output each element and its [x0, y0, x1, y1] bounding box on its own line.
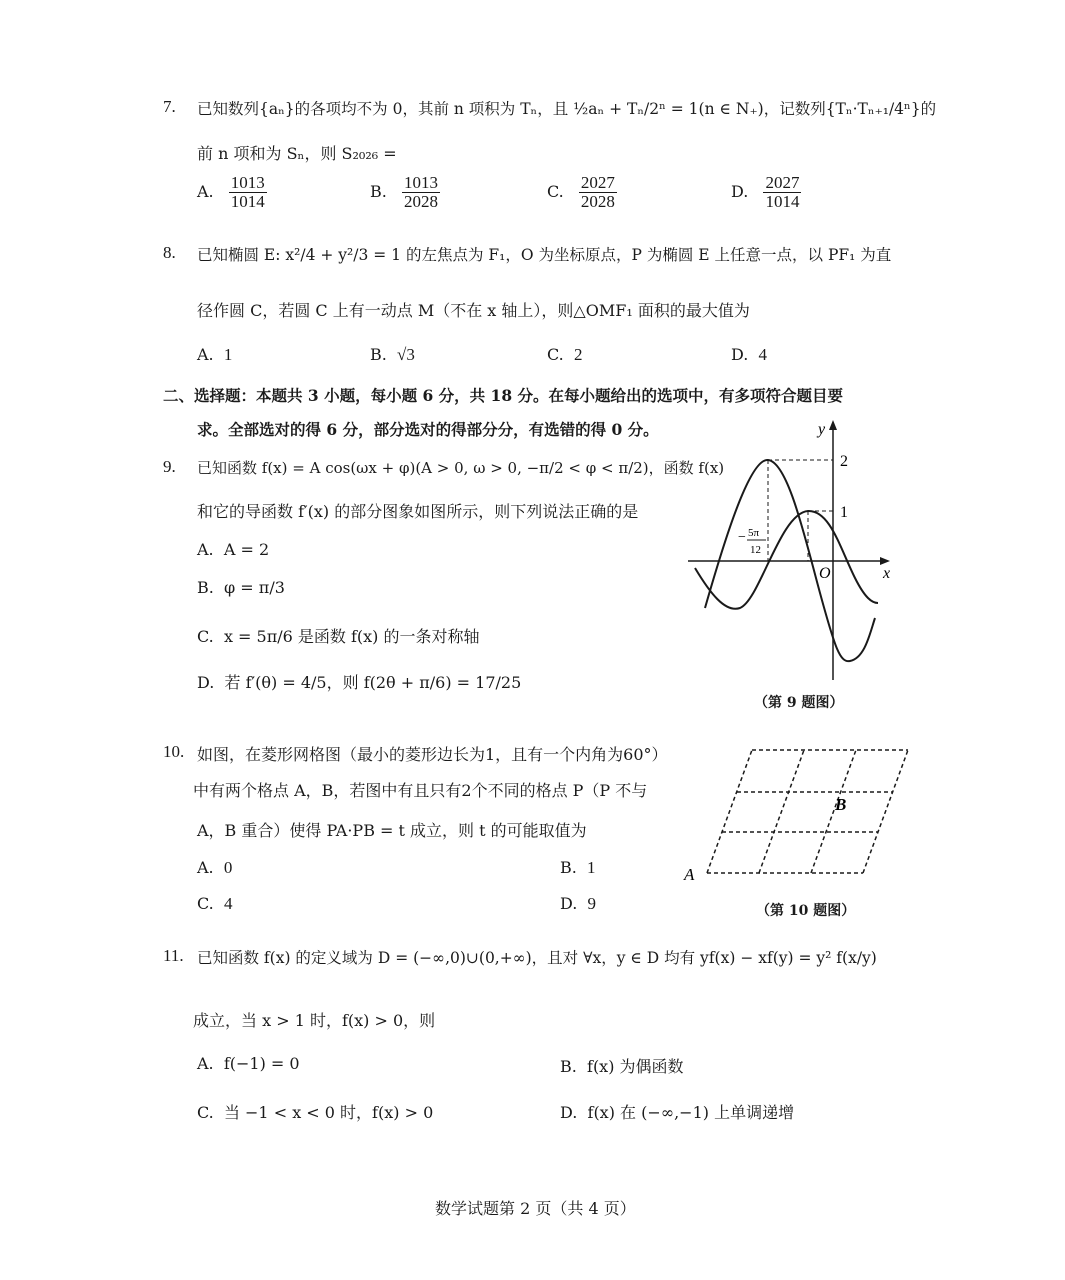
option-text: φ = π/3 — [224, 578, 285, 597]
tick-2: 2 — [840, 453, 848, 470]
q7-stem-line2: 前 n 项和为 Sₙ，则 S₂₀₂₆ = — [197, 144, 397, 163]
option-label: C. — [197, 1103, 214, 1122]
grid-line — [759, 750, 804, 873]
q10-stem-line2: 中有两个格点 A，B，若图中有且只有2个不同的格点 P（P 不与 — [193, 781, 648, 800]
option-label: A. — [197, 345, 214, 364]
option-label: A. — [197, 181, 214, 201]
option-label: A. — [197, 1054, 214, 1073]
tick-x-num: 5π — [748, 527, 760, 539]
option-value: 4 — [758, 345, 768, 364]
x-axis-arrow-icon — [880, 557, 890, 565]
grid-line — [811, 750, 856, 873]
q11-option-c[interactable] — [197, 1100, 433, 1123]
option-value: √3 — [397, 345, 415, 364]
option-label: C. — [197, 627, 214, 646]
option-label: D. — [731, 345, 749, 364]
option-label: D. — [731, 181, 749, 201]
q8-number: 8. — [163, 243, 176, 262]
option-label: D. — [560, 894, 578, 913]
q8-option-d[interactable] — [731, 345, 767, 365]
q9-figure — [680, 418, 900, 688]
q11-option-a[interactable] — [197, 1054, 300, 1073]
option-value: 0 — [223, 858, 233, 877]
option-text: f(−1) = 0 — [223, 1054, 300, 1073]
q10-option-a[interactable] — [197, 858, 232, 878]
y-label: y — [818, 421, 826, 438]
section2-line2: 求。全部选对的得 6 分，部分选对的得部分分，有选错的得 0 分。 — [197, 420, 659, 439]
frac-den: 2028 — [580, 191, 615, 211]
q10-caption: （第 10 题图） — [756, 903, 856, 919]
option-value: 2 — [573, 345, 583, 364]
q10-option-d[interactable] — [560, 894, 596, 914]
tick-x-sign: − — [738, 530, 746, 545]
page-footer: 数学试题第 2 页（共 4 页） — [435, 1199, 636, 1218]
option-label: C. — [547, 181, 564, 201]
option-text: x = 5π/6 是函数 f(x) 的一条对称轴 — [223, 627, 480, 646]
option-value: 4 — [223, 894, 233, 913]
q9-number: 9. — [163, 457, 176, 476]
option-label: A. — [197, 540, 214, 559]
point-a-label: A — [684, 865, 695, 884]
tick-x-den: 12 — [750, 544, 761, 556]
option-label: B. — [370, 345, 387, 364]
q9-option-d[interactable] — [197, 670, 521, 693]
q8-stem-line1: 已知椭圆 E: x²/4 + y²/3 = 1 的左焦点为 F₁，O 为坐标原点，P 为椭圆 E 上任意一点，以 PF₁ 为直 — [197, 246, 892, 264]
point-b-label: B — [835, 795, 847, 814]
q11-option-b[interactable] — [560, 1054, 684, 1077]
q7-option-a[interactable] — [197, 174, 269, 211]
option-label: A. — [197, 858, 214, 877]
q10-option-b[interactable] — [560, 858, 596, 878]
option-label: B. — [197, 578, 214, 597]
frac-num: 1013 — [403, 173, 438, 192]
option-label: D. — [197, 673, 215, 692]
option-value: 1 — [223, 345, 233, 364]
option-label: B. — [560, 1057, 577, 1076]
f-prime-curve — [695, 511, 878, 609]
q11-stem-line1: 已知函数 f(x) 的定义域为 D = (−∞,0)∪(0,+∞)，且对 ∀x，y ∈ D 均有 yf(x) − xf(y) = y² f(x/y) — [197, 949, 877, 967]
q9-option-a[interactable] — [197, 540, 269, 559]
section2-line1: 二、选择题：本题共 3 小题，每小题 6 分，共 18 分。在每小题给出的选项中，有多项符合题目要 — [163, 386, 844, 405]
q8-option-c[interactable] — [547, 345, 582, 365]
q7-option-d[interactable] — [731, 174, 803, 211]
frac-den: 1014 — [765, 191, 800, 211]
y-axis-arrow-icon — [829, 420, 837, 430]
option-value: 1 — [587, 858, 596, 877]
q8-option-b[interactable] — [370, 345, 415, 365]
option-label: D. — [560, 1103, 578, 1122]
q8-option-a[interactable] — [197, 345, 232, 365]
q10-figure — [680, 740, 915, 890]
option-text: f(x) 在 (−∞,−1) 上单调递增 — [587, 1103, 795, 1122]
frac-num: 1013 — [230, 173, 265, 192]
grid-line — [707, 750, 752, 873]
q7-stem-line1: 已知数列{aₙ}的各项均不为 0，其前 n 项积为 Tₙ，且 ½aₙ + Tₙ/2ⁿ = 1(n ∈ N₊)，记数列{Tₙ·Tₙ₊₁/4ⁿ}的 — [197, 100, 937, 118]
option-label: B. — [370, 181, 387, 201]
q10-stem-line3: A，B 重合）使得 PA·PB = t 成立，则 t 的可能取值为 — [197, 821, 587, 840]
q10-option-c[interactable] — [197, 894, 232, 914]
frac-num: 2027 — [765, 173, 800, 192]
q10-number: 10. — [163, 742, 185, 761]
x-label: x — [883, 565, 891, 582]
q9-caption: （第 9 题图） — [754, 695, 844, 711]
q9-stem-line2: 和它的导函数 f′(x) 的部分图象如图所示，则下列说法正确的是 — [197, 502, 639, 521]
option-label: B. — [560, 858, 577, 877]
option-value: 9 — [587, 894, 597, 913]
q11-option-d[interactable] — [560, 1100, 794, 1123]
option-label: C. — [547, 345, 564, 364]
frac-den: 2028 — [403, 191, 438, 211]
q7-number: 7. — [163, 97, 176, 116]
frac-num: 2027 — [580, 173, 615, 192]
frac-den: 1014 — [230, 191, 265, 211]
q9-option-b[interactable] — [197, 578, 285, 597]
q7-option-c[interactable] — [547, 174, 619, 211]
option-text: f(x) 为偶函数 — [587, 1057, 684, 1076]
q9-option-c[interactable] — [197, 624, 480, 647]
q11-number: 11. — [163, 946, 184, 965]
option-text: A = 2 — [223, 540, 270, 559]
q9-stem-line1: 已知函数 f(x) = A cos(ωx + φ)(A > 0, ω > 0, −π/2 < φ < π/2)，函数 f(x) — [197, 459, 725, 477]
q10-stem-line1: 如图，在菱形网格图（最小的菱形边长为1，且有一个内角为60°） — [197, 745, 668, 764]
q11-stem-line2: 成立，当 x > 1 时，f(x) > 0，则 — [193, 1011, 436, 1030]
grid-line — [863, 750, 908, 873]
q8-stem-line2: 径作圆 C，若圆 C 上有一动点 M（不在 x 轴上），则△OMF₁ 面积的最大值为 — [197, 301, 750, 320]
option-text: 若 f′(θ) = 4/5，则 f(2θ + π/6) = 17/25 — [224, 673, 522, 692]
origin-label: O — [819, 565, 831, 582]
option-text: 当 −1 < x < 0 时，f(x) > 0 — [223, 1103, 434, 1122]
tick-1: 1 — [840, 504, 848, 521]
option-label: C. — [197, 894, 214, 913]
q7-option-b[interactable] — [370, 174, 442, 211]
